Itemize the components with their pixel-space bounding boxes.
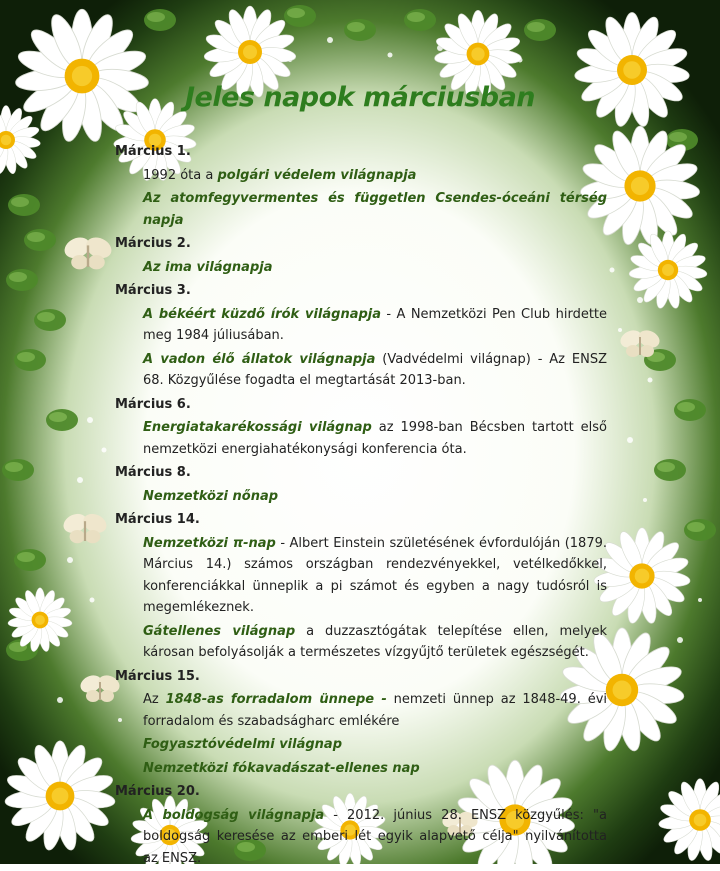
event-description: - 2012. június 28. ENSZ közgyűlés: "a boldogság keresése az emberi lét egyik alapvető célja" nyilvánította az ENSZ. [143,807,607,866]
date-heading: Március 3. [115,283,191,298]
event-entry [143,349,607,392]
event-description: a duzzasztógátak telepítése ellen, melyek károsan befolyásolják a természetes vízgyűjtő területek egészségét. [143,623,607,660]
event-entry [143,621,607,664]
event-name: A boldogság világnapja [143,807,325,823]
event-entry [143,304,607,347]
event-name: Nemzetközi nőnap [143,488,279,504]
event-name: Az atomfegyvermentes és független Csendes-óceáni térség napja [143,191,607,228]
event-lead: Az [143,692,166,707]
event-name: A békéért küzdő írók világnapja [143,306,382,322]
date-heading: Március 20. [115,784,200,799]
event-entry [143,417,607,460]
event-name: Az ima világnapja [143,259,273,275]
event-lead: 1992 óta a [143,167,218,183]
event-entry [143,486,607,508]
event-description: (Vadvédelmi világnap) - Az ENSZ 68. Közgyűlése fogadta el megtartását 2013-ban. [143,351,607,388]
event-description: - Albert Einstein születésének évfordulóján (1879. Március 14.) számos országban rendezvényekkel, vetélkedőkkel, konferenciákkal ünneplik a pi számot és egyben a nagy tudósról is megemlékeznek. [143,535,608,615]
event-entry [143,758,607,780]
event-description: nemzeti ünnep az 1848-49. évi forradalom és szabadságharc emlékére [143,692,607,729]
page-title: Jeles napok márciusban [184,82,536,113]
event-name: Fogyasztóvédelmi világnap [143,737,342,752]
event-entry [143,805,607,870]
event-entry [143,734,607,756]
event-entry [143,689,607,732]
date-heading: Március 15. [115,668,200,684]
event-name: 1848-as forradalom ünnepe - [165,692,387,707]
date-heading: Március 2. [115,236,191,251]
event-name: Gátellenes világnap [143,623,296,639]
date-heading: Március 1. [115,144,191,159]
date-heading: Március 14. [115,512,200,527]
event-entry [143,257,607,279]
event-description: az 1998-ban Bécsben tartott első nemzetközi energiahatékonysági konferencia óta. [143,420,607,457]
event-description: - A Nemzetközi Pen Club hirdette meg 1984 júliusában. [143,306,608,343]
date-heading: Március 8. [115,465,191,480]
event-name: A vadon élő állatok világnapja [143,351,376,367]
events-list [115,141,607,871]
event-entry [143,533,607,619]
event-name: polgári védelem világnapja [217,167,417,183]
event-entry [143,165,607,187]
event-name: Energiatakarékossági világnap [143,420,372,435]
event-name: Nemzetközi fókavadászat-ellenes nap [143,760,420,776]
date-heading: Március 6. [115,396,191,412]
event-name: Nemzetközi π-nap [143,535,276,551]
event-entry [143,188,607,231]
